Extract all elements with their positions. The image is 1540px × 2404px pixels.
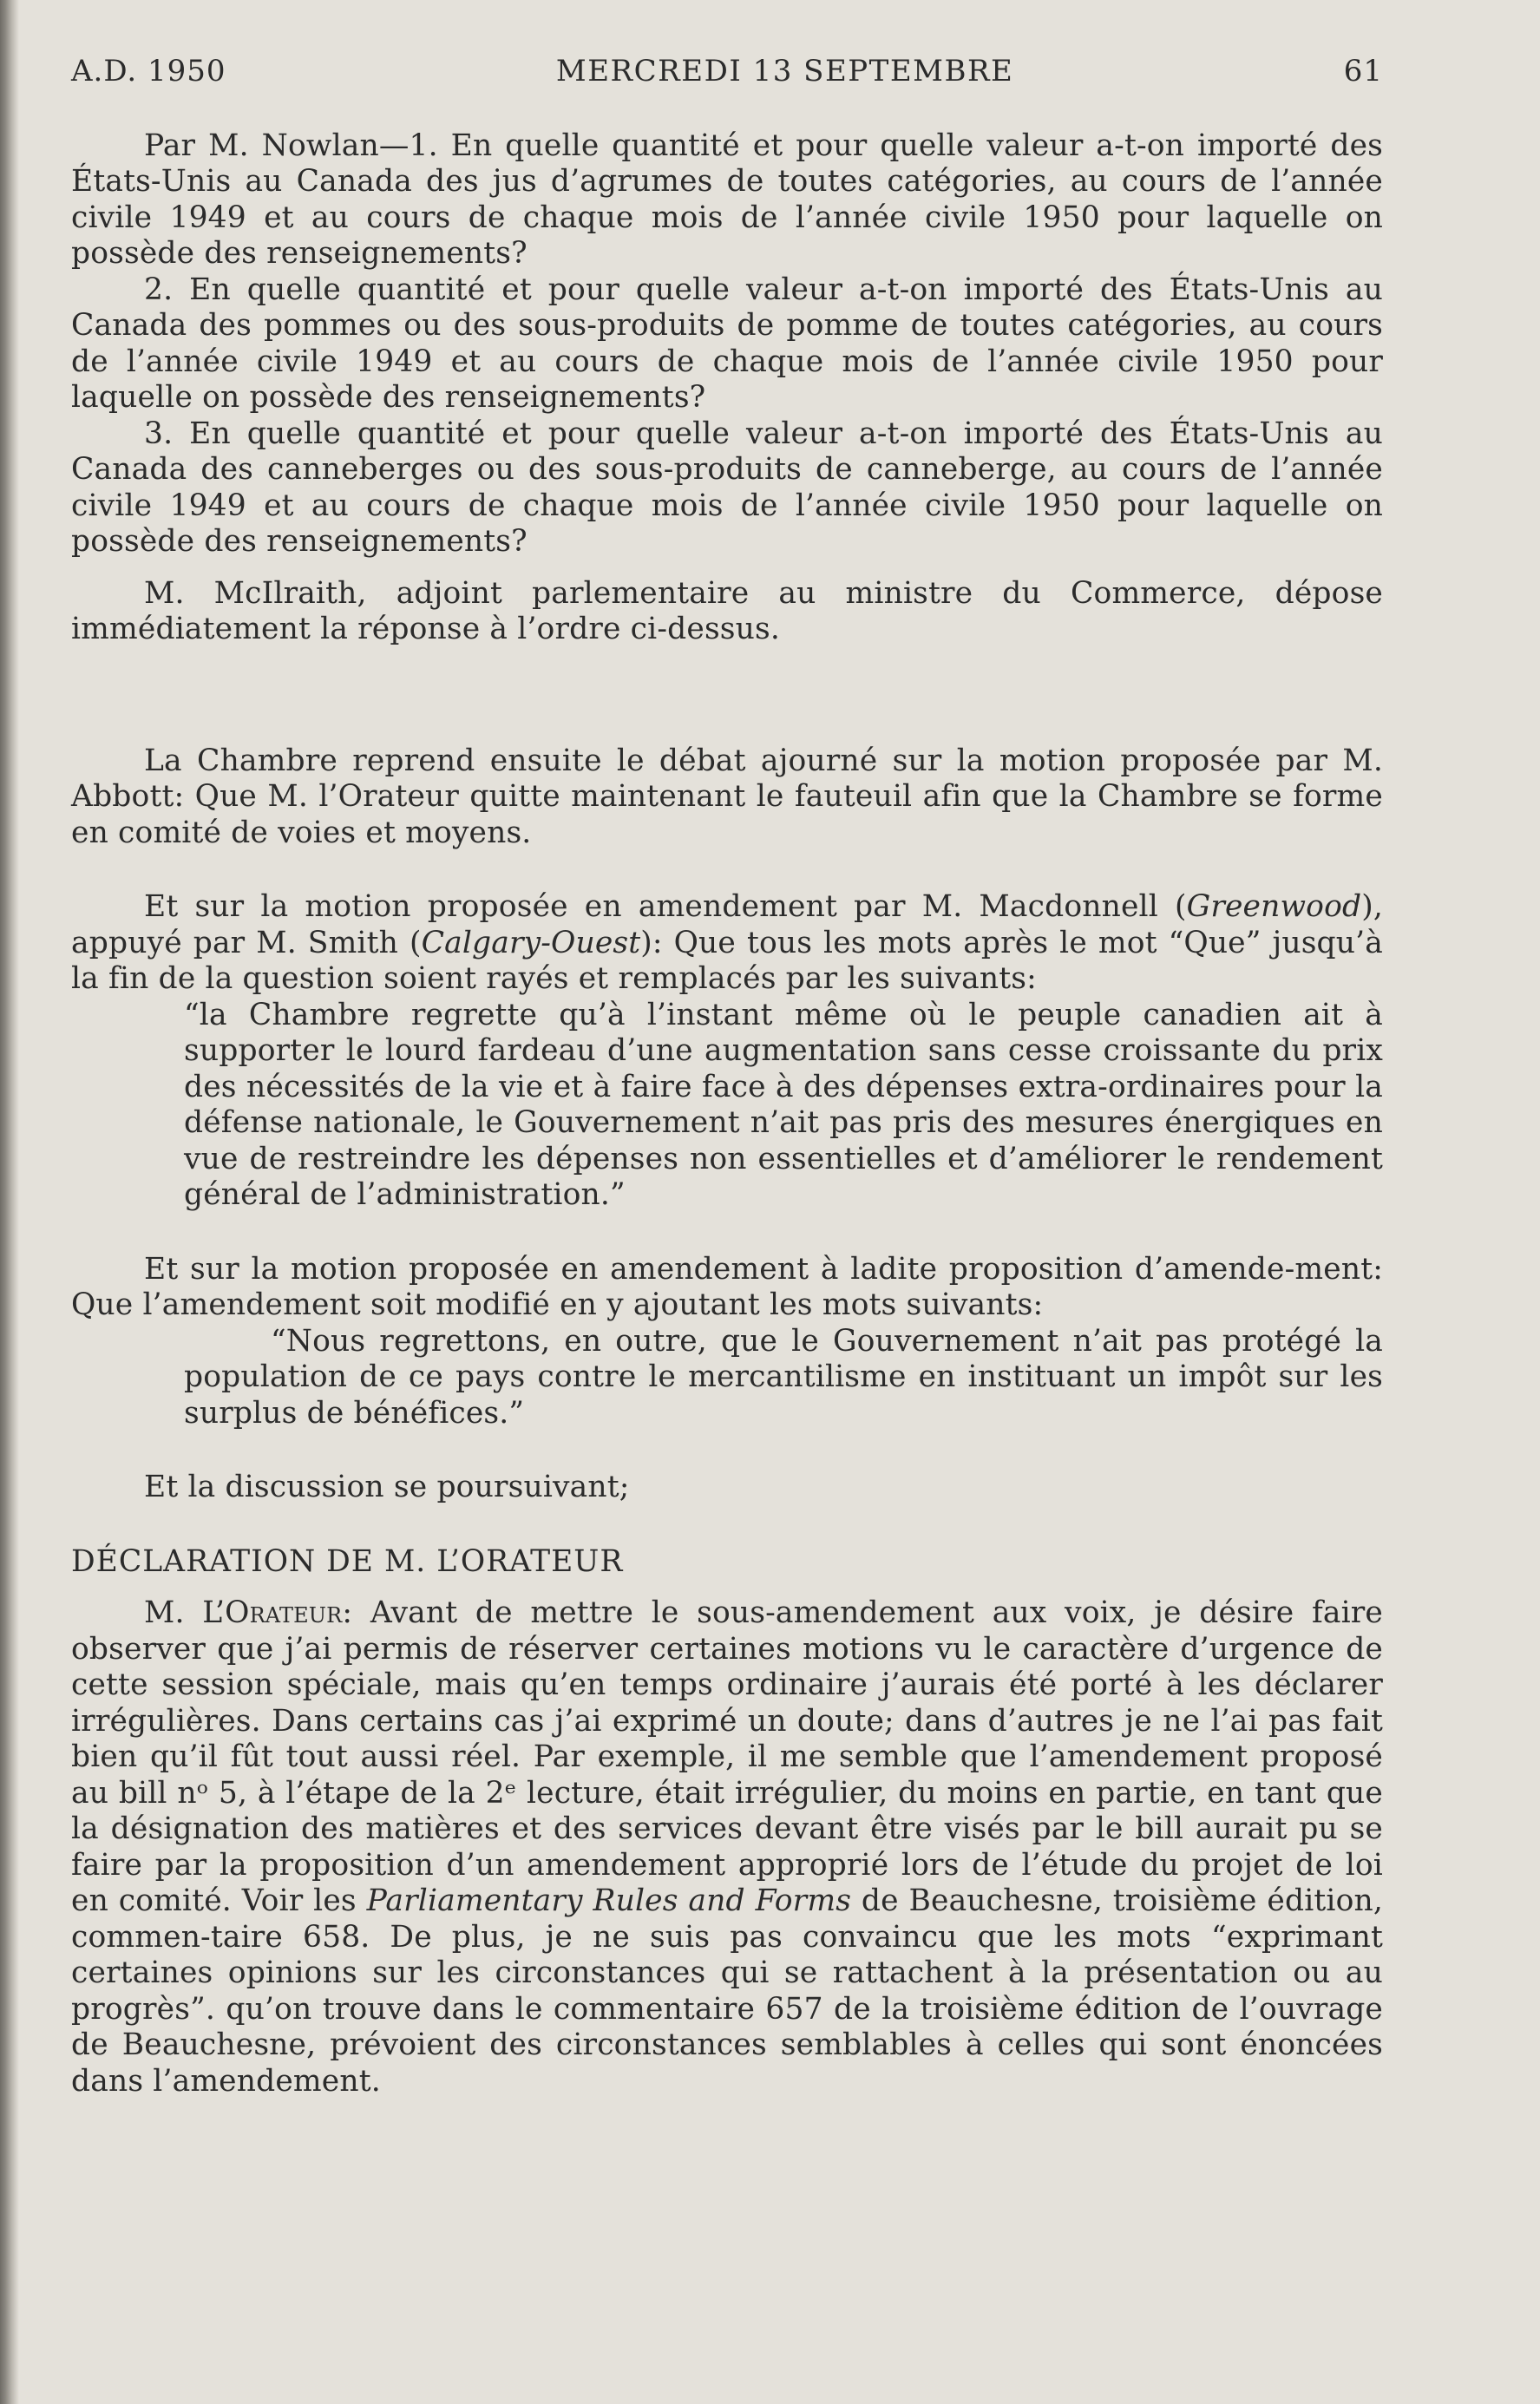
debate-resumed: La Chambre reprend ensuite le débat ajourné sur la motion proposée par M. Abbott: Que M. l’Orateur quitte maintenant le fauteuil afin que la Chambre se forme en comité de voies et moyens. xyxy=(71,743,1383,850)
speaker-label: M. L’Orateur: xyxy=(144,1595,353,1630)
question-2: 2. En quelle quantité et pour quelle valeur a-t-on importé des États-Unis au Canada des pommes ou des sous-produits de pomme de toutes catégories, au cours de l’année civile 1949 et au cours de chaque mois de l’année civile 1950 pour laquelle on possède des renseignements? xyxy=(71,272,1383,415)
book-title: Parliamentary Rules and Forms xyxy=(366,1883,852,1918)
page-binding-edge xyxy=(0,0,19,2404)
riding-greenwood: Greenwood xyxy=(1186,889,1362,924)
question-3: 3. En quelle quantité et pour quelle valeur a-t-on importé des États-Unis au Canada des canneberges ou des sous-produits de canneberge, au cours de l’année civile 1949 et au cours de chaque mois de l’année civile 1950 pour laquelle on possède des renseignements? xyxy=(71,416,1383,559)
amendment-text: “la Chambre regrette qu’à l’instant même où le peuple canadien ait à supporter le lourd fardeau d’une augmentation sans cesse croissante du prix des nécessités de la vie et à faire face à des dépenses extra-ordinaires pour la défense nationale, le Gouvernement n’ait pas pris des mesures énergiques en vue de restreindre les dépenses non essentielles et d’améliorer le rendement général de l’administration.” xyxy=(184,997,1383,1212)
header-year: A.D. 1950 xyxy=(71,54,226,88)
answer-tabled: M. McIlraith, adjoint parlementaire au ministre du Commerce, dépose immédiatement la réponse à l’ordre ci-dessus. xyxy=(71,575,1383,646)
journal-page xyxy=(71,54,1383,2099)
speaker-declaration: M. L’Orateur: Avant de mettre le sous-amendement aux voix, je désire faire observer que j’ai permis de réserver certaines motions vu le caractère d’urgence de cette session spéciale, mais qu’en temps ordinaire j’aurais été porté à les déclarer irrégulières. Dans certains cas j’ai exprimé un doute; dans d’autres je ne l’ai pas fait bien qu’il fût tout aussi réel. Par exemple, il me semble que l’amendement proposé au bill nᵒ 5, à l’étape de la 2ᵉ lecture, était irrégulier, du moins en partie, en tant que la désignation des matières et des services devant être visés par le bill aurait pu se faire par la proposition d’un amendement approprié lors de l’étude du projet de loi en comité. Voir les Parliamentary Rules and Forms de Beauchesne, troisième édition, commen-taire 658. De plus, je ne suis pas convaincu que les mots “exprimant certaines opinions sur les circonstances qui se rattachent à la présentation ou au progrès”. qu’on trouve dans le commentaire 657 de la troisième édition de l’ouvrage de Beauchesne, prévoient des circonstances semblables à celles qui sont énoncées dans l’amendement. xyxy=(71,1595,1383,2099)
riding-calgary-ouest: Calgary-Ouest xyxy=(421,925,641,960)
subamendment-intro: Et sur la motion proposée en amendement à ladite proposition d’amende-ment: Que l’amendement soit modifié en y ajoutant les mots suivants: xyxy=(71,1251,1383,1322)
amendment-intro: Et sur la motion proposée en amendement par M. Macdonnell (Greenwood), appuyé par M. Smith (Calgary-Ouest): Que tous les mots après le mot “Que” jusqu’à la fin de la question soient rayés et remplacés par les suivants: xyxy=(71,889,1383,996)
page-number: 61 xyxy=(1343,54,1383,88)
subamendment-text: “Nous regrettons, en outre, que le Gouvernement n’ait pas protégé la population de ce pays contre le mercantilisme en instituant un impôt sur les surplus de bénéfices.” xyxy=(184,1323,1383,1431)
running-header xyxy=(71,54,1383,90)
header-date: MERCREDI 13 SEPTEMBRE xyxy=(555,54,1014,88)
question-1: Par M. Nowlan—1. En quelle quantité et pour quelle valeur a-t-on importé des États-Unis au Canada des jus d’agrumes de toutes catégories, au cours de l’année civile 1949 et au cours de chaque mois de l’année civile 1950 pour laquelle on possède des renseignements? xyxy=(71,128,1383,271)
discussion-continuing: Et la discussion se poursuivant; xyxy=(144,1470,630,1504)
section-heading: DÉCLARATION DE M. L’ORATEUR xyxy=(71,1543,624,1579)
